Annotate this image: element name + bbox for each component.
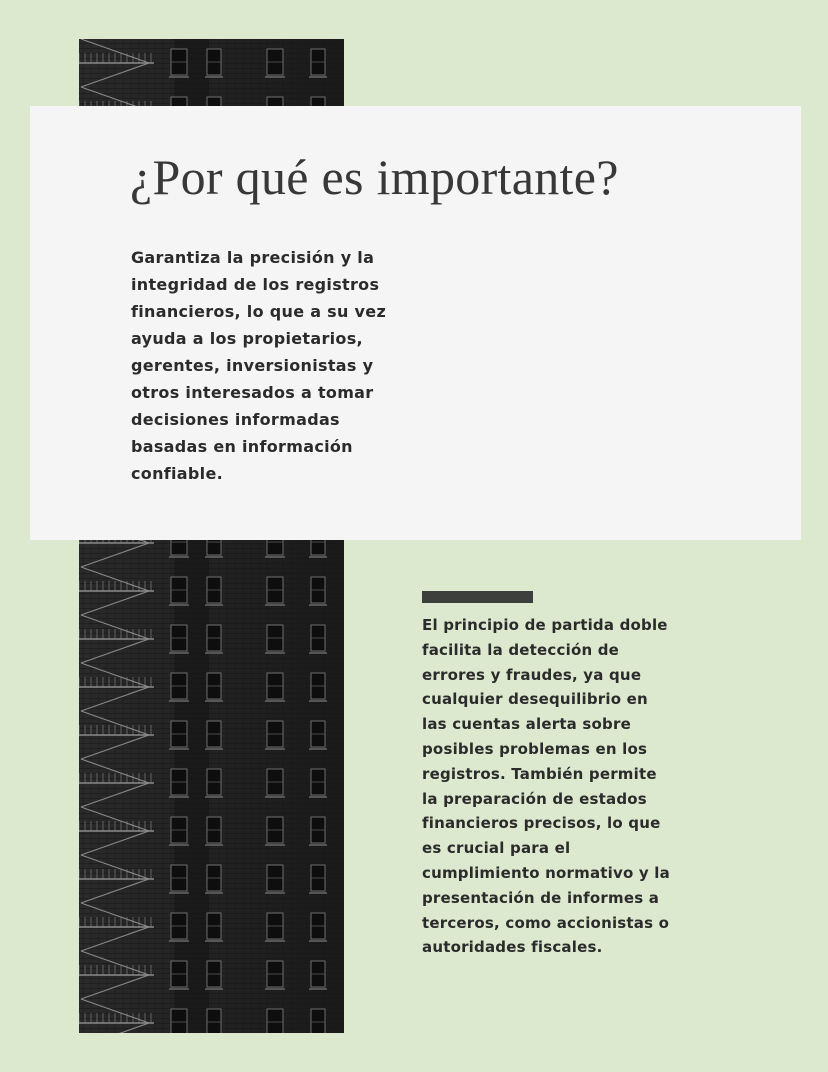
highlight-card [30,106,801,540]
page-title: ¿Por qué es importante? [130,149,619,205]
body-paragraph: El principio de partida doble facilita la detección de errores y fraudes, ya que cualquier desequilibrio en las cuentas alerta sobre posibles problemas en los registros. También permite la preparación de estados financieros precisos, lo que es crucial para el cumplimiento normativo y la presentación de informes a terceros, como accionistas o autoridades fiscales. [422,616,670,957]
intro-paragraph: Garantiza la precisión y la integridad de los registros financieros, lo que a su vez ayuda a los propietarios, gerentes, inversionistas y otros interesados a tomar decisiones informadas basadas en información confiable. [131,248,387,483]
accent-bar [422,591,533,603]
